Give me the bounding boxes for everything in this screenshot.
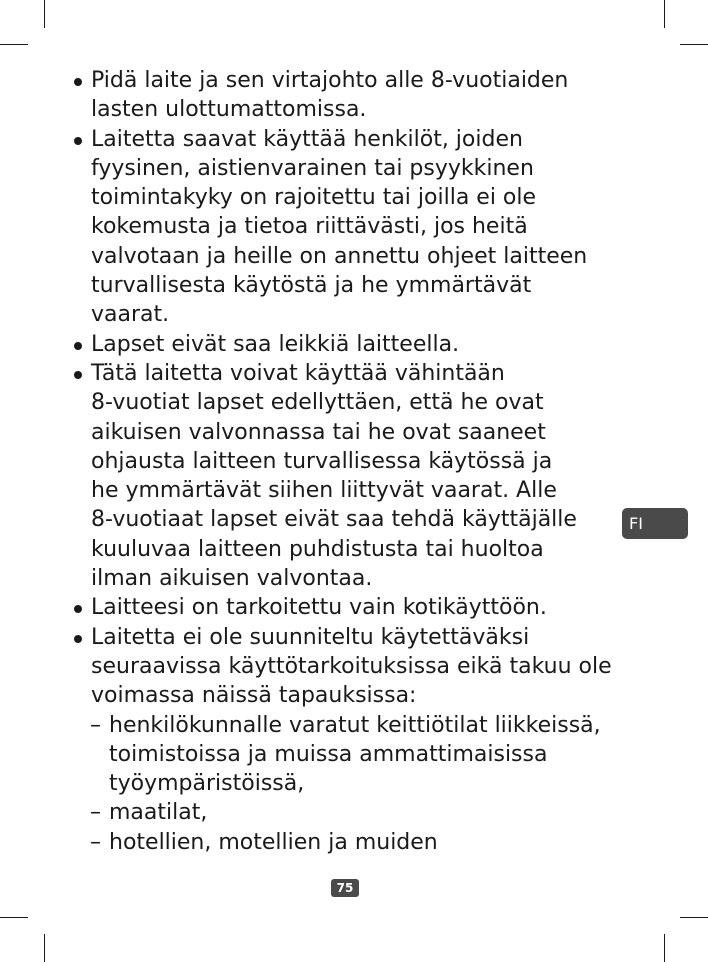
crop-mark-top-right-vertical	[664, 0, 665, 28]
bullet-item: Laitetta saavat käyttää henkilöt, joiden fyysinen, aistienvarainen tai psyykkinen toimintakyky on rajoitettu tai joilla ei ole kokemusta ja tietoa riittävästi, jos heitä valvotaan ja heille on annettu ohjeet laitteen turvallisesta käytöstä ja he ymmärtävät vaarat.	[72, 125, 632, 330]
sub-list-item: – henkilökunnalle varatut keittiötilat liikkeissä, toimistoissa ja muissa ammattimaisissa työympäristöissä,	[90, 712, 601, 797]
bullet-dot-icon	[74, 342, 82, 350]
crop-mark-bottom-right-vertical	[664, 934, 665, 962]
bullet-dot-icon	[74, 371, 82, 379]
crop-mark-top-left-vertical	[44, 0, 45, 28]
crop-mark-bottom-left-vertical	[44, 934, 45, 962]
dash-icon: –	[90, 712, 101, 738]
bullet-item: Laitteesi on tarkoitettu vain kotikäyttöön.	[72, 593, 632, 622]
bullet-item: Laitetta ei ole suunniteltu käytettäväksi seuraavissa käyttötarkoituksissa eikä takuu ole voimassa näissä tapauksissa:	[72, 623, 632, 711]
page-number: 75	[331, 879, 359, 897]
bullet-item: Pidä laite ja sen virtajohto alle 8-vuotiaiden lasten ulottumattomissa.	[72, 66, 632, 125]
bullet-dot-icon	[74, 605, 82, 613]
safety-instructions	[72, 66, 632, 857]
bullet-dot-icon	[74, 137, 82, 145]
crop-mark-bottom-right-horizontal	[680, 917, 708, 918]
bullet-item: Lapset eivät saa leikkiä laitteella.	[72, 330, 632, 359]
dash-icon: –	[90, 800, 101, 826]
dash-icon: –	[90, 829, 101, 855]
bullet-dot-icon	[74, 78, 82, 86]
language-tab: FI	[622, 508, 688, 539]
bullet-dot-icon	[74, 635, 82, 643]
crop-mark-bottom-left-horizontal	[0, 917, 28, 918]
crop-mark-top-right-horizontal	[680, 44, 708, 45]
bullet-item: Tätä laitetta voivat käyttää vähintään 8-vuotiat lapset edellyttäen, että he ovat aikuisen valvonnassa tai he ovat saaneet ohjausta laitteen turvallisessa käytössä ja he ymmärtävät siihen liittyvät vaarat. Alle 8-vuotiaat lapset eivät saa tehdä käyttäjälle kuuluvaa laitteen puhdistusta tai huoltoa ilman aikuisen valvontaa.	[72, 359, 632, 593]
sub-list-item: – hotellien, motellien ja muiden	[72, 828, 632, 857]
sub-list-item: – maatilat,	[72, 798, 632, 827]
crop-mark-top-left-horizontal	[0, 44, 28, 45]
